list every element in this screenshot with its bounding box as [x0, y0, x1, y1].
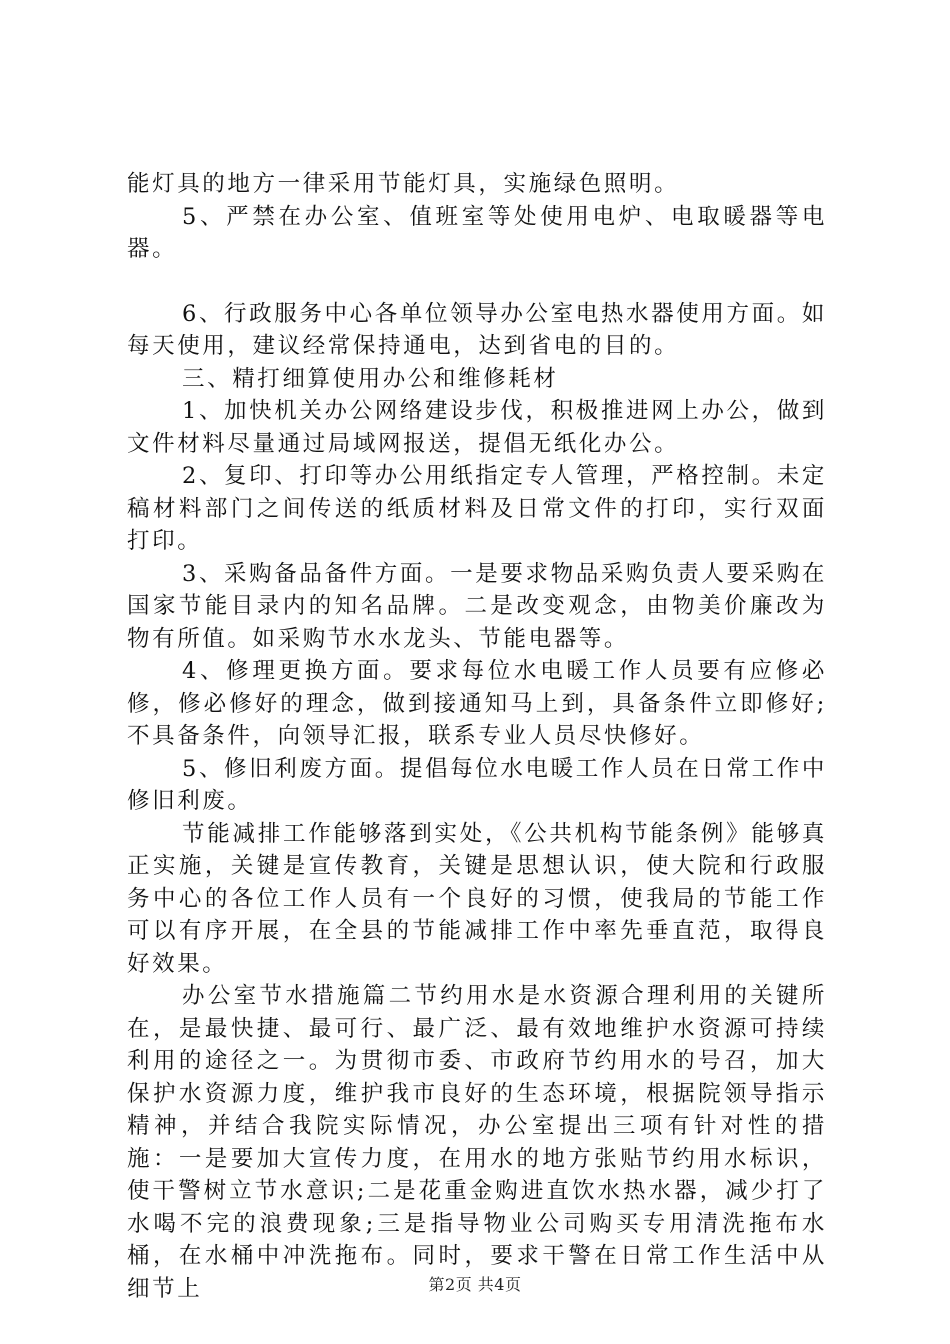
paragraph-5: 1、加快机关办公网络建设步伐，积极推进网上办公，做到文件材料尽量通过局域网报送，提倡无纸化办公。 — [127, 398, 827, 457]
paragraph-2: 5、严禁在办公室、值班室等处使用电炉、电取暖器等电器。 — [127, 203, 827, 262]
page-number-footer: 第2页 共4页 — [428, 1275, 522, 1294]
document-body — [127, 168, 827, 1305]
paragraph-7: 3、采购备品备件方面。一是要求物品采购负责人要采购在国家节能目录内的知名品牌。二是改变观念，由物美价廉改为物有所值。如采购节水水龙头、节能电器等。 — [127, 560, 827, 652]
paragraph-8: 4、修理更换方面。要求每位水电暖工作人员要有应修必修，修必修好的理念，做到接通知马上到，具备条件立即修好;不具备条件，向领导汇报，联系专业人员尽快修好。 — [127, 658, 827, 749]
paragraph-11: 办公室节水措施篇二节约用水是水资源合理利用的关键所在，是最快捷、最可行、最广泛、最有效地维护水资源可持续利用的途径之一。为贯彻市委、市政府节约用水的号召，加大保护水资源力度，维护我市良好的生态环境，根据院领导指示精神，并结合我院实际情况，办公室提出三项有针对性的措施：一是要加大宣传力度，在用水的地方张贴节约用水标识，使干警树立节水意识;二是花重金购进直饮水热水器，减少打了水喝不完的浪费现象;三是指导物业公司购买专用清洗拖布水桶，在水桶中冲洗拖布。同时，要求干警在日常工作生活中从细节上 — [127, 983, 827, 1302]
paragraph-6: 2、复印、打印等办公用纸指定专人管理，严格控制。未定稿材料部门之间传送的纸质材料及日常文件的打印，实行双面打印。 — [127, 463, 827, 554]
paragraph-3: 6、行政服务中心各单位领导办公室电热水器使用方面。如每天使用，建议经常保持通电，达到省电的目的。 — [127, 300, 827, 359]
paragraph-10: 节能减排工作能够落到实处，《公共机构节能条例》能够真正实施，关键是宣传教育，关键是思想认识，使大院和行政服务中心的各位工作人员有一个良好的习惯，使我局的节能工作可以有序开展，在全县的节能减排工作中率先垂直范，取得良好效果。 — [127, 820, 827, 977]
paragraph-1: 能灯具的地方一律采用节能灯具，实施绿色照明。 — [127, 171, 680, 197]
section-heading-3: 三、精打细算使用办公和维修耗材 — [182, 365, 559, 392]
paragraph-9: 5、修旧利废方面。提倡每位水电暖工作人员在日常工作中修旧利废。 — [127, 755, 827, 814]
